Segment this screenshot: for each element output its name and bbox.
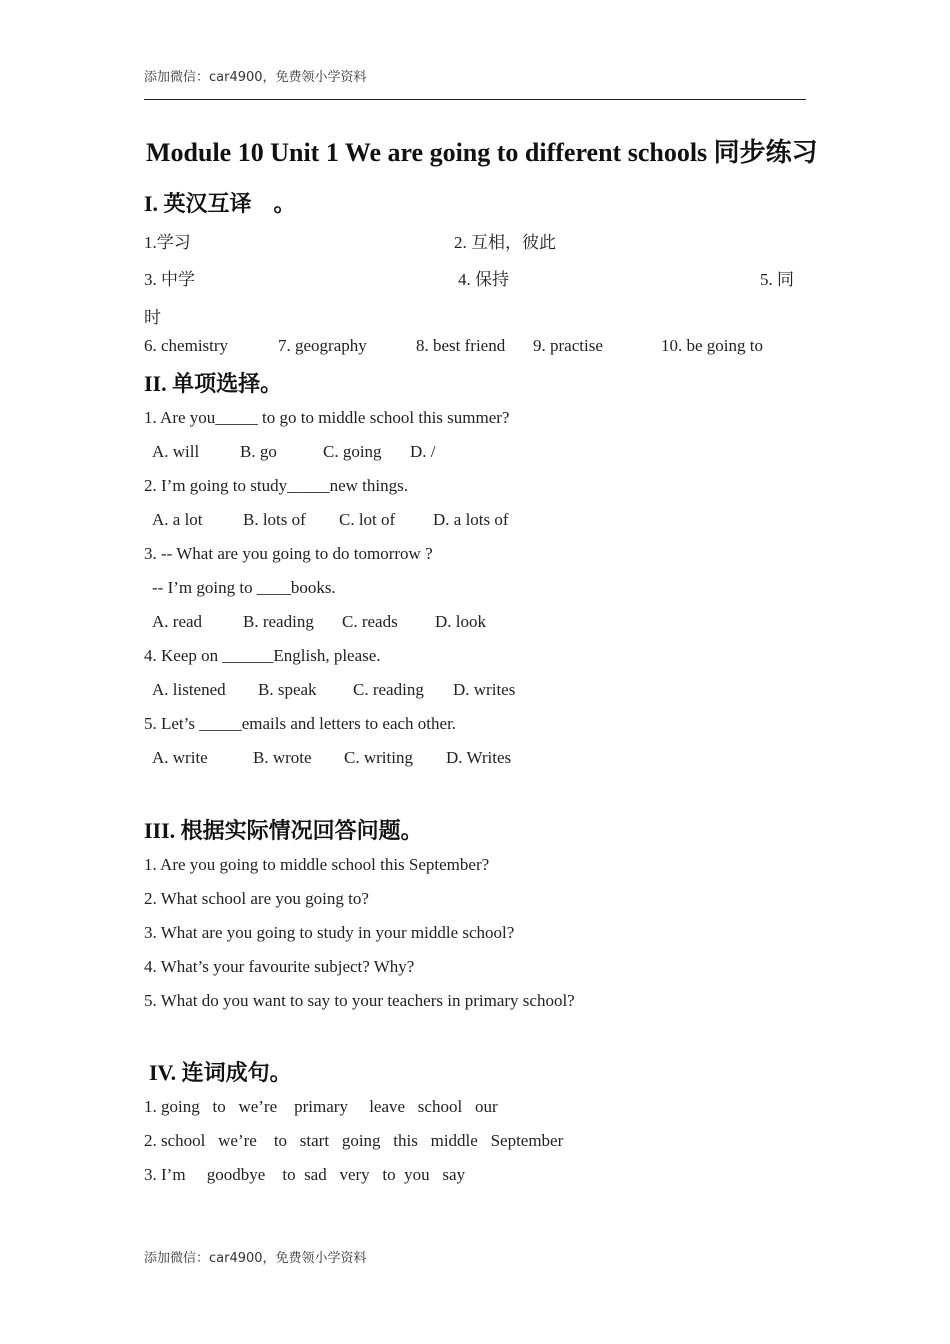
vocab-item: 5. 同 xyxy=(760,270,794,289)
vocab-item: 4. 保持 xyxy=(458,270,509,289)
option-c: C. reading xyxy=(353,680,424,699)
answer-question: 4. What’s your favourite subject? Why? xyxy=(144,957,415,976)
vocab-item: 10. be going to xyxy=(661,336,763,355)
vocab-item: 9. practise xyxy=(533,336,603,355)
section3-heading: III. 根据实际情况回答问题。 xyxy=(144,818,423,843)
question-text-reply: -- I’m going to ____books. xyxy=(152,578,336,597)
vocab-item: 2. 互相，彼此 xyxy=(454,233,556,252)
answer-question: 3. What are you going to study in your middle school? xyxy=(144,923,515,942)
option-b: B. reading xyxy=(243,612,314,631)
option-d: D. writes xyxy=(453,680,516,699)
vocab-item: 3. 中学 xyxy=(144,270,195,289)
footer-note: 添加微信：car4900，免费领小学资料 xyxy=(144,1251,367,1266)
option-b: B. go xyxy=(240,442,277,461)
option-a: A. a lot xyxy=(152,510,203,529)
header-note: 添加微信：car4900，免费领小学资料 xyxy=(144,70,367,85)
answer-question: 2. What school are you going to? xyxy=(144,889,369,908)
option-d: D. / xyxy=(410,442,436,461)
option-a: A. write xyxy=(152,748,208,767)
option-a: A. will xyxy=(152,442,200,461)
word-order-item: 2. school we’re to start going this middle September xyxy=(144,1131,564,1150)
question-text: 5. Let’s _____emails and letters to each other. xyxy=(144,714,457,733)
question-text: 4. Keep on ______English, please. xyxy=(144,646,381,665)
word-order-item: 1. going to we’re primary leave school our xyxy=(144,1097,498,1116)
option-d: D. Writes xyxy=(446,748,512,767)
vocab-item: 6. chemistry xyxy=(144,336,229,355)
word-order-item: 3. I’m goodbye to sad very to you say xyxy=(144,1165,466,1184)
option-c: C. going xyxy=(323,442,382,461)
option-c: C. writing xyxy=(344,748,413,767)
option-c: C. lot of xyxy=(339,510,396,529)
vocab-item: 8. best friend xyxy=(416,336,506,355)
answer-question: 1. Are you going to middle school this September? xyxy=(144,855,490,874)
option-b: B. wrote xyxy=(253,748,312,767)
answer-question: 5. What do you want to say to your teachers in primary school? xyxy=(144,991,575,1010)
option-b: B. speak xyxy=(258,680,317,699)
header-divider xyxy=(144,99,806,100)
question-text: 3. -- What are you going to do tomorrow ? xyxy=(144,544,433,563)
option-d: D. look xyxy=(435,612,486,631)
vocab-item: 7. geography xyxy=(278,336,367,355)
vocab-item: 时 xyxy=(144,308,161,327)
option-a: A. listened xyxy=(152,680,226,699)
section4-heading: IV. 连词成句。 xyxy=(149,1060,292,1085)
option-a: A. read xyxy=(152,612,203,631)
page-title: Module 10 Unit 1 We are going to different schools 同步练习 xyxy=(146,138,818,167)
section1-heading: I. 英汉互译 。 xyxy=(144,191,296,216)
vocab-item: 1.学习 xyxy=(144,233,191,252)
option-b: B. lots of xyxy=(243,510,306,529)
question-text: 2. I’m going to study_____new things. xyxy=(144,476,408,495)
section2-heading: II. 单项选择。 xyxy=(144,371,283,396)
question-text: 1. Are you_____ to go to middle school this summer? xyxy=(144,408,510,427)
option-d: D. a lots of xyxy=(433,510,509,529)
option-c: C. reads xyxy=(342,612,398,631)
